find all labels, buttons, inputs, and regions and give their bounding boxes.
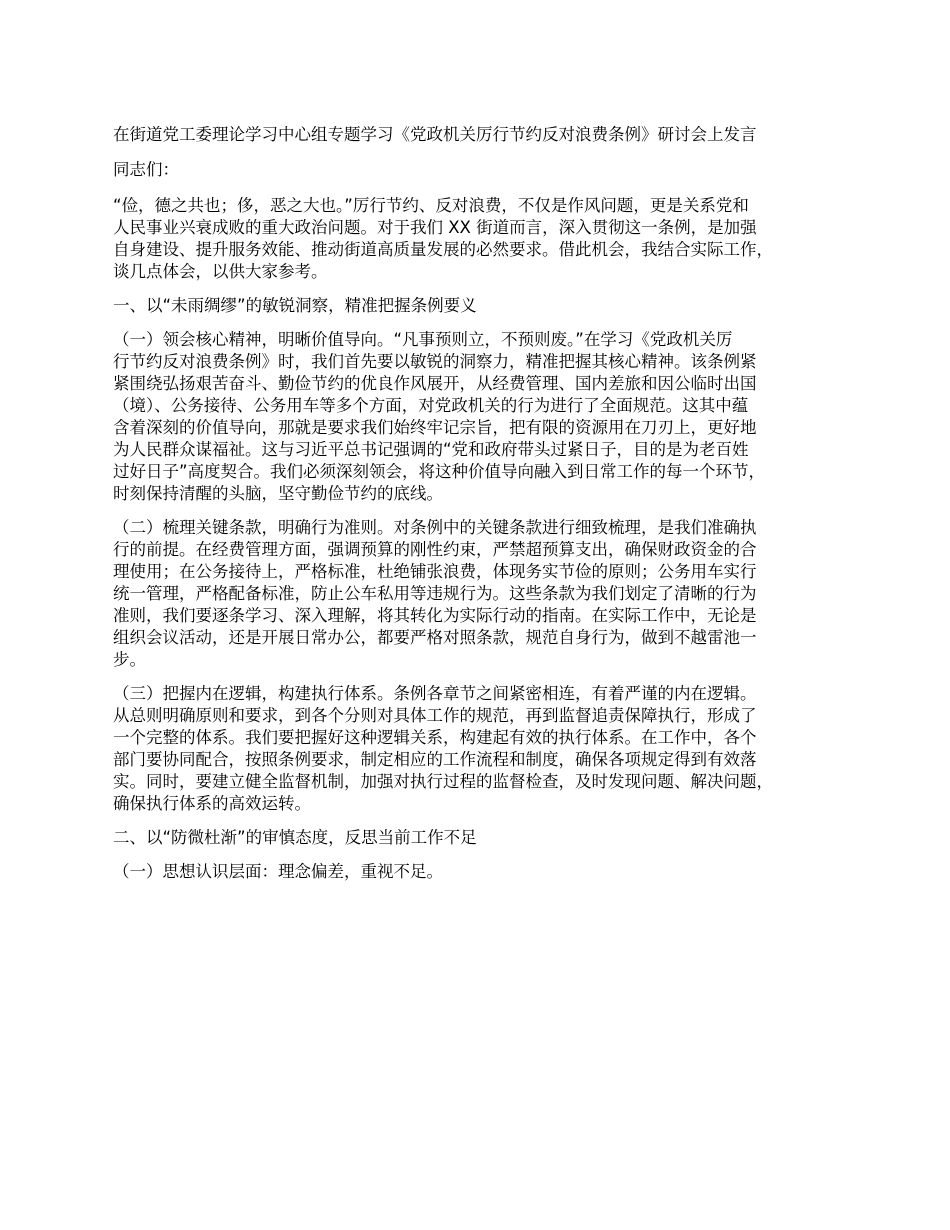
document-page <box>113 124 858 895</box>
text-line: 时刻保持清醒的头脑，坚守勤俭节约的底线。 <box>113 484 443 503</box>
text-line: 理使用；在公务接待上，严格标准，杜绝铺张浪费，体现务实节俭的原则；公务用车实行 <box>113 562 757 581</box>
text-line: 为人民群众谋福祉。这与习近平总书记强调的“党和政府带头过紧日子，目的是为老百姓 <box>113 440 749 459</box>
text-line: （一）思想认识层面：理念偏差，重视不足。 <box>113 862 443 881</box>
text-line: 准则，我们要逐条学习、深入理解，将其转化为实际行动的指南。在实际工作中，无论是 <box>113 606 757 625</box>
heading-line: 一、以“未雨绸缪”的敏锐洞察，精准把握条例要义 <box>113 296 477 315</box>
greeting-line: 同志们： <box>113 160 179 179</box>
text-line: 行节约反对浪费条例》时，我们首先要以敏锐的洞察力，精准把握其核心精神。该条例紧 <box>113 352 757 371</box>
text-line: 行的前提。在经费管理方面，强调预算的刚性约束，严禁超预算支出，确保财政资金的合 <box>113 540 757 559</box>
text-line: 自身建设、提升服务效能、推动街道高质量发展的必然要求。借此机会，我结合实际工作， <box>113 240 773 259</box>
section-1-3-paragraph <box>113 683 858 815</box>
title-line: 在街道党工委理论学习中心组专题学习《党政机关厉行节约反对浪费条例》研讨会上发言 <box>113 125 757 144</box>
text-line: 确保执行体系的高效运转。 <box>113 794 311 813</box>
section-2-heading <box>113 827 858 849</box>
section-1-2-paragraph <box>113 517 858 671</box>
section-2-1-paragraph <box>113 861 858 883</box>
text-line: 谈几点体会，以供大家参考。 <box>113 262 328 281</box>
text-line: “俭，德之共也；侈，恶之大也。”厉行节约、反对浪费，不仅是作风问题，更是关系党和 <box>113 196 749 215</box>
text-line: 实。同时，要建立健全监督机制，加强对执行过程的监督检查，及时发现问题、解决问题， <box>113 772 773 791</box>
greeting <box>113 159 858 181</box>
heading-line: 二、以“防微杜渐”的审慎态度，反思当前工作不足 <box>113 828 477 847</box>
section-1-1-paragraph <box>113 329 858 505</box>
text-line: 一个完整的体系。我们要把握好这种逻辑关系，构建起有效的执行体系。在工作中，各个 <box>113 728 757 747</box>
text-line: （一）领会核心精神，明晰价值导向。“凡事预则立，不预则废。”在学习《党政机关厉 <box>113 330 733 349</box>
text-line: （境）、公务接待、公务用车等多个方面，对党政机关的行为进行了全面规范。这其中蕴 <box>113 396 749 415</box>
text-line: 紧围绕弘扬艰苦奋斗、勤俭节约的优良作风展开，从经费管理、国内差旅和因公临时出国 <box>113 374 757 393</box>
text-line: 过好日子”高度契合。我们必须深刻领会，将这种价值导向融入到日常工作的每一个环节， <box>113 462 766 481</box>
intro-paragraph <box>113 195 858 283</box>
section-1-heading <box>113 295 858 317</box>
text-line: 步。 <box>113 650 146 669</box>
text-line: 含着深刻的价值导向，那就是要求我们始终牢记宗旨，把有限的资源用在刀刃上，更好地 <box>113 418 757 437</box>
text-line: 从总则明确原则和要求，到各个分则对具体工作的规范，再到监督追责保障执行，形成了 <box>113 706 757 725</box>
text-line: 统一管理，严格配备标准，防止公车私用等违规行为。这些条款为我们划定了清晰的行为 <box>113 584 757 603</box>
text-line: （二）梳理关键条款，明确行为准则。对条例中的关键条款进行细致梳理，是我们准确执 <box>113 518 757 537</box>
text-line: 人民事业兴衰成败的重大政治问题。对于我们 XX 街道而言，深入贯彻这一条例，是加强 <box>113 218 757 237</box>
text-line: 部门要协同配合，按照条例要求，制定相应的工作流程和制度，确保各项规定得到有效落 <box>113 750 757 769</box>
text-line: 组织会议活动，还是开展日常办公，都要严格对照条款，规范自身行为，做到不越雷池一 <box>113 628 757 647</box>
text-line: （三）把握内在逻辑，构建执行体系。条例各章节之间紧密相连，有着严谨的内在逻辑。 <box>113 684 757 703</box>
document-title <box>113 124 858 146</box>
